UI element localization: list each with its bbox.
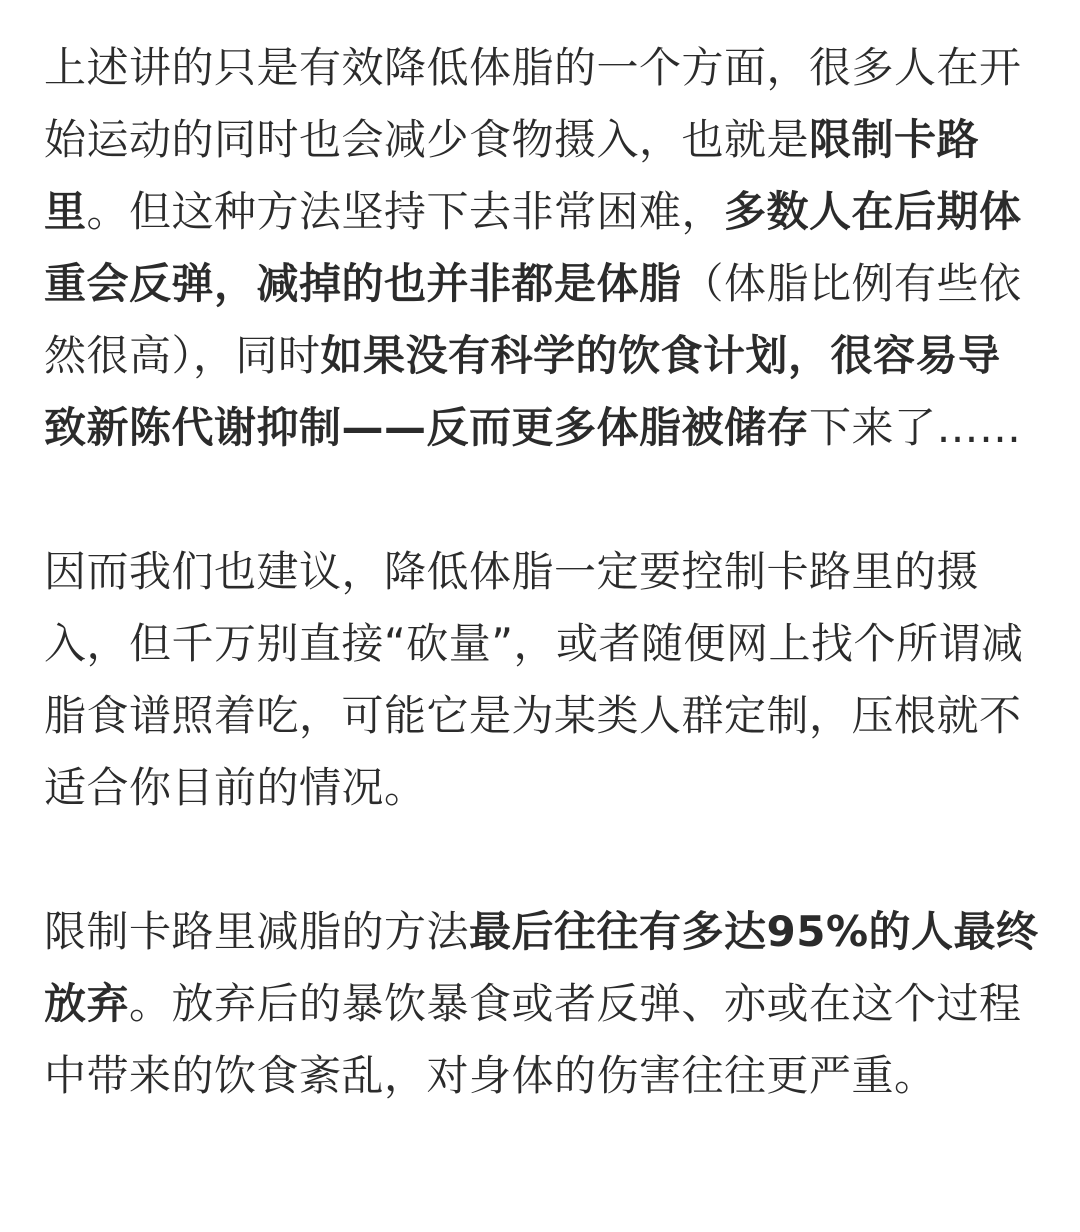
article-body [44,32,1040,1112]
text-segment: （体脂比例有些依然很高），同时 [44,259,1022,380]
text-segment: 因而我们也建议，降低体脂一定要控制卡路里的摄入，但千万别直接“砍量”，或者随便网上找个所谓减脂食谱照着吃，可能它是为某类人群定制，压根就不适合你目前的情况。 [44,547,1024,812]
text-segment: 下来了…… [809,403,1022,452]
paragraph-3 [44,896,1040,1112]
text-segment: 。但这种方法坚持下去非常困难， [86,187,725,236]
paragraph-2 [44,536,1040,824]
text-segment: 限制卡路里减脂的方法 [44,907,470,956]
bold-text-segment: 最后往往有多达95%的人最终放弃 [44,907,1039,1028]
bold-text-segment: 如果没有科学的饮食计划，很容易导致新陈代谢抑制——反而更多体脂被储存 [44,331,1001,452]
text-segment: 。放弃后的暴饮暴食或者反弹、亦或在这个过程中带来的饮食紊乱，对身体的伤害往往更严重。 [44,979,1022,1100]
bold-text-segment: 多数人在后期体重会反弹，减掉的也并非都是体脂 [44,187,1022,308]
paragraph-1 [44,32,1040,464]
text-segment: 上述讲的只是有效降低体脂的一个方面，很多人在开始运动的同时也会减少食物摄入，也就是 [44,43,1022,164]
bold-text-segment: 限制卡路里 [44,115,980,236]
